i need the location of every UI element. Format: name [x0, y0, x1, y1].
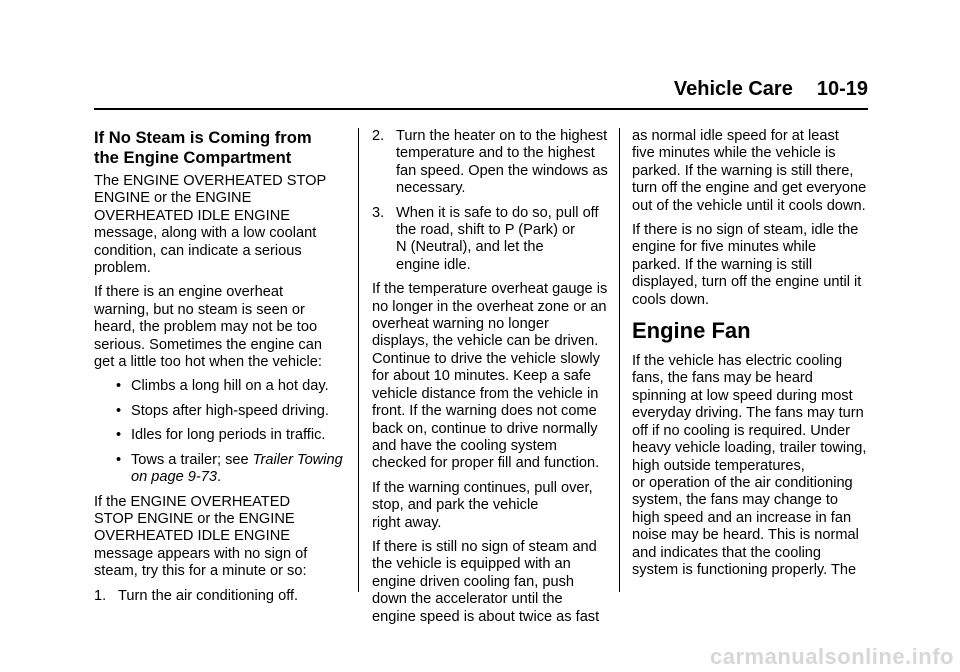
bullet-icon: • [116, 427, 122, 444]
watermark: carmanualsonline.info [710, 644, 954, 669]
section-heading-engine-fan: Engine Fan [632, 318, 751, 344]
header-rule [94, 108, 868, 110]
paragraph-warning-continues: If the warning continues, pull over, stop, and park the vehicle right away. [372, 479, 593, 531]
step-number: 1. [94, 587, 107, 604]
list-item: • Tows a trailer; see Trailer Towing on page 9-73. [116, 451, 343, 486]
step-number: 3. [372, 204, 385, 221]
paragraph-gauge: If the temperature overheat gauge is no longer in the overheat zone or an overheat warning no longer displays, the vehicle can be driven. Continue to drive the vehicle slowly for about 10 minutes. Keep a safe vehicle distance from the vehicle in front. If the warning does not come back on, continue to drive normally and have the cooling system checked for proper fill and function. [372, 281, 608, 472]
section-title: Vehicle Care [673, 78, 793, 100]
page-reference-link[interactable]: on page 9-73 [131, 469, 218, 486]
section-heading-no-steam: If No Steam is Coming from the Engine Compartment [94, 128, 312, 167]
bullet-icon: • [116, 378, 122, 395]
list-item: • Idles for long periods in traffic. [116, 427, 326, 444]
page-header [94, 78, 868, 106]
paragraph-no-steam: If the ENGINE OVERHEATED STOP ENGINE or the ENGINE OVERHEATED IDLE ENGINE message appears with no sign of steam, try this for a minute or so: [94, 493, 308, 580]
paragraph-message-indication: The ENGINE OVERHEATED STOP ENGINE or the ENGINE OVERHEATED IDLE ENGINE message, along with a low coolant condition, can indicate a serious problem. [94, 173, 327, 277]
column-3 [632, 128, 868, 586]
column-1 [94, 128, 350, 612]
paragraph-overheat-warning: If there is an engine overheat warning, but no steam is seen or heard, the problem may not be too serious. Sometimes the engine can get a little too hot when the vehicle: [94, 284, 322, 371]
paragraph-engine-fan-speed: If there is still no sign of steam and the vehicle is equipped with an engine driven cooling fan, push down the accelerator until the engine speed is about twice as fast [372, 538, 600, 625]
paragraph-idle-speed: as normal idle speed for at least five minutes while the vehicle is parked. If the warning is still there, turn off the engine and get everyone out of the vehicle until it cools down. [632, 128, 867, 214]
trailer-towing-link[interactable]: Trailer Towing [252, 451, 343, 468]
column-divider-1 [358, 128, 359, 592]
page-number: 10-19 [816, 78, 868, 100]
list-item: • Stops after high-speed driving. [116, 402, 329, 419]
paragraph-electric-fans: If the vehicle has electric cooling fans, the fans may be heard spinning at low speed during most everyday driving. The fans may turn off if no cooling is required. Under heavy vehicle loading, trailer towing, high outside temperatures, or operation of the air conditioning system, the fans may change to high speed and an increase in fan noise may be heard. This is normal and indicates that the cooling system is functioning properly. The [632, 353, 867, 578]
column-2 [372, 128, 612, 633]
running-header [674, 78, 868, 101]
list-item: • Climbs a long hill on a hot day. [116, 378, 329, 395]
step-3: 3. When it is safe to do so, pull off the road, shift to P (Park) or N (Neutral), and let the engine idle. [372, 204, 599, 273]
step-1: 1. Turn the air conditioning off. [94, 587, 299, 604]
step-number: 2. [372, 128, 385, 144]
step-2: 2. Turn the heater on to the highest temperature and to the highest fan speed. Open the windows as necessary. [372, 128, 608, 197]
paragraph-no-sign-steam: If there is no sign of steam, idle the engine for five minutes while parked. If the warning is still displayed, turn off the engine until it cools down. [632, 222, 862, 308]
bullet-icon: • [116, 451, 122, 468]
column-divider-2 [619, 128, 620, 592]
bullet-icon: • [116, 402, 122, 419]
